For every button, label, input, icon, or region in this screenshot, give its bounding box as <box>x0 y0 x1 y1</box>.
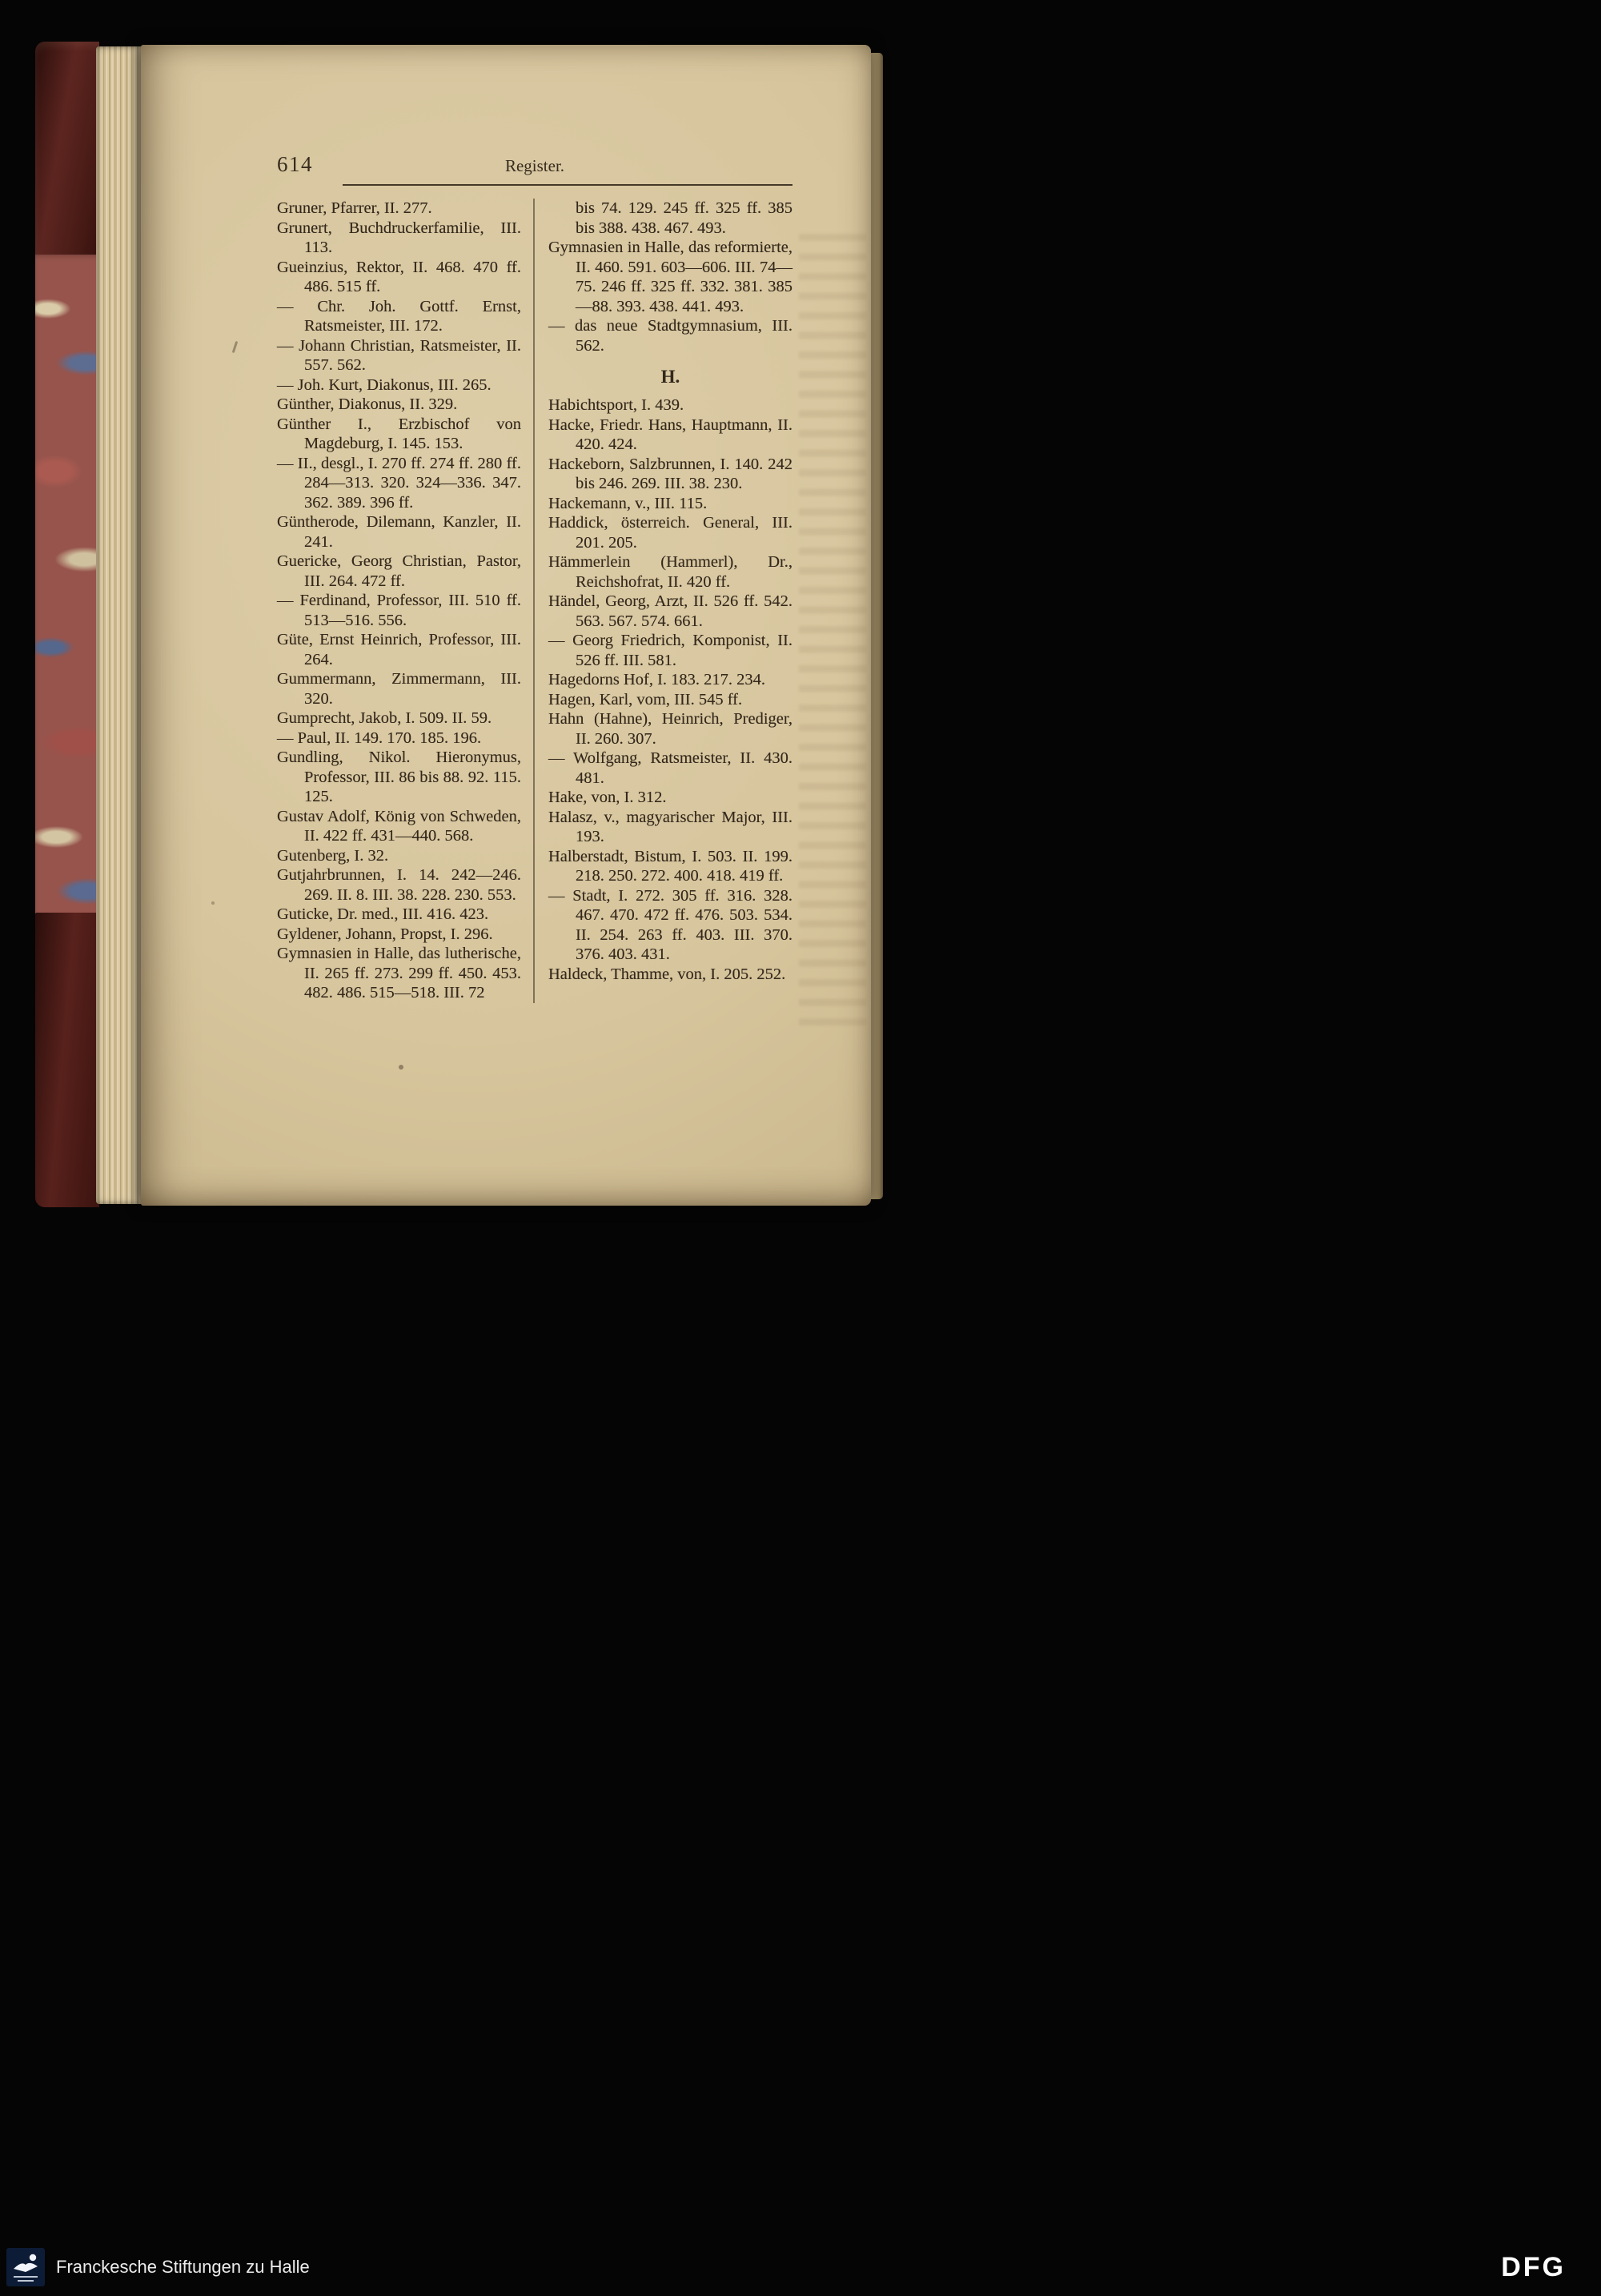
index-entry: Hämmerlein (Hammerl), Dr., Reichshofrat, II. 420 ff. <box>548 553 792 591</box>
index-entry: Gutjahrbrunnen, I. 14. 242—246. 269. II. 8. III. 38. 228. 230. 553. <box>277 866 521 904</box>
index-entry: Gyldener, Johann, Propst, I. 296. <box>277 925 493 943</box>
index-entry: Güntherode, Dilemann, Kanzler, II. 241. <box>277 513 521 551</box>
index-entry: Halasz, v., magyarischer Major, III. 193. <box>548 808 792 845</box>
archive-label: Franckesche Stiftungen zu Halle <box>56 2257 310 2277</box>
index-entry: Habichtsport, I. 439. <box>548 396 684 414</box>
index-entry: bis 74. 129. 245 ff. 325 ff. 385 bis 388. 438. 467. 493. <box>576 199 792 237</box>
index-entry: Gustav Adolf, König von Schweden, II. 422 ff. 431—440. 568. <box>277 807 521 845</box>
header-rule <box>343 184 792 186</box>
index-entry: Guticke, Dr. med., III. 416. 423. <box>277 905 489 923</box>
index-entry: Günther I., Erzbischof von Magdeburg, I. 145. 153. <box>277 415 521 452</box>
franckesche-logo-icon <box>6 2248 45 2286</box>
index-entry: Haldeck, Thamme, von, I. 205. 252. <box>548 965 786 983</box>
index-column-right <box>533 199 792 1003</box>
index-entry: Guericke, Georg Christian, Pastor, III. 264. 472 ff. <box>277 552 521 590</box>
index-entry: — Johann Christian, Ratsmeister, II. 557. 562. <box>277 336 521 374</box>
index-entry: Gutenberg, I. 32. <box>277 846 389 865</box>
adjacent-page-edge <box>871 53 883 1199</box>
index-entry: — Chr. Joh. Gottf. Ernst, Ratsmeister, III. 172. <box>277 297 521 335</box>
index-entry: Günther, Diakonus, II. 329. <box>277 395 458 413</box>
index-entry: Gymnasien in Halle, das lutherische, II. 265 ff. 273. 299 ff. 450. 453. 482. 486. 515—518. III. 72 <box>277 945 521 1001</box>
index-entry: — Georg Friedrich, Komponist, II. 526 ff. III. 581. <box>548 632 792 669</box>
marbled-endpaper <box>35 255 106 932</box>
index-entry: Haddick, österreich. General, III. 201. 205. <box>548 514 792 552</box>
running-title: Register. <box>504 156 565 175</box>
index-entry: Gummermann, Zimmermann, III. 320. <box>277 670 521 708</box>
index-entry: Hake, von, I. 312. <box>548 789 667 806</box>
index-entry: — Paul, II. 149. 170. 185. 196. <box>277 729 482 747</box>
logo-caption-bar <box>14 2276 38 2278</box>
index-entry: — II., desgl., I. 270 ff. 274 ff. 280 ff. 284—313. 320. 324—336. 347. 362. 389. 396 ff. <box>277 454 521 512</box>
index-right-bottom <box>548 395 792 984</box>
index-entry: Gundling, Nikol. Hieronymus, Professor, III. 86 bis 88. 92. 115. 125. <box>277 749 521 805</box>
index-entry: Gruner, Pfarrer, II. 277. <box>277 199 432 217</box>
section-heading: H. <box>660 367 680 387</box>
index-entry: — das neue Stadtgymnasium, III. 562. <box>548 317 792 355</box>
index-entry: Gymnasien in Halle, das reformierte, II. 460. 591. 603—606. III. 74—75. 246 ff. 325 ff. 332. 381. 385—88. 393. 438. 441. 493. <box>548 239 792 315</box>
page-header <box>277 152 792 181</box>
index-entry: — Stadt, I. 272. 305 ff. 316. 328. 467. 470. 472 ff. 476. 503. 534. II. 254. 263 ff. 403. III. 370. 376. 403. 431. <box>548 886 792 963</box>
page-number: 614 <box>277 152 313 176</box>
index-entry: — Ferdinand, Professor, III. 510 ff. 513—516. 556. <box>277 592 521 629</box>
index-entry: Grunert, Buchdruckerfamilie, III. 113. <box>277 219 521 256</box>
index-entry: Händel, Georg, Arzt, II. 526 ff. 542. 563. 567. 574. 661. <box>548 592 792 630</box>
index-columns <box>277 199 792 1003</box>
logo-caption-bar <box>18 2280 34 2282</box>
page-stack-edge <box>96 46 142 1204</box>
index-entry: Hackemann, v., III. 115. <box>548 494 708 512</box>
index-entry: Hacke, Friedr. Hans, Hauptmann, II. 420. 424. <box>548 415 792 453</box>
book-cover-top <box>35 42 99 282</box>
index-right-top <box>548 199 792 355</box>
index-entry: Hackeborn, Salzbrunnen, I. 140. 242 bis 246. 269. III. 38. 230. <box>548 455 792 492</box>
index-entry: Hagedorns Hof, I. 183. 217. 234. <box>548 671 766 688</box>
index-column-left <box>277 199 533 1003</box>
index-entry: — Joh. Kurt, Diakonus, III. 265. <box>277 375 492 394</box>
page-content <box>141 45 871 1206</box>
index-entry: Gueinzius, Rektor, II. 468. 470 ff. 486. 515 ff. <box>277 258 521 295</box>
index-entry: Hahn (Hahne), Heinrich, Prediger, II. 260. 307. <box>548 710 792 748</box>
book-cover-bottom <box>35 913 99 1207</box>
index-entry: Gumprecht, Jakob, I. 509. II. 59. <box>277 709 492 727</box>
index-entry: Güte, Ernst Heinrich, Professor, III. 264. <box>277 631 521 668</box>
archive-watermark <box>6 2248 310 2286</box>
index-entry: Hagen, Karl, vom, III. 545 ff. <box>548 690 743 708</box>
index-entry: — Wolfgang, Ratsmeister, II. 430. 481. <box>548 749 792 787</box>
index-entry: Halberstadt, Bistum, I. 503. II. 199. 218. 250. 272. 400. 418. 419 ff. <box>548 847 792 885</box>
dfg-logo: DFG <box>1501 2252 1566 2282</box>
